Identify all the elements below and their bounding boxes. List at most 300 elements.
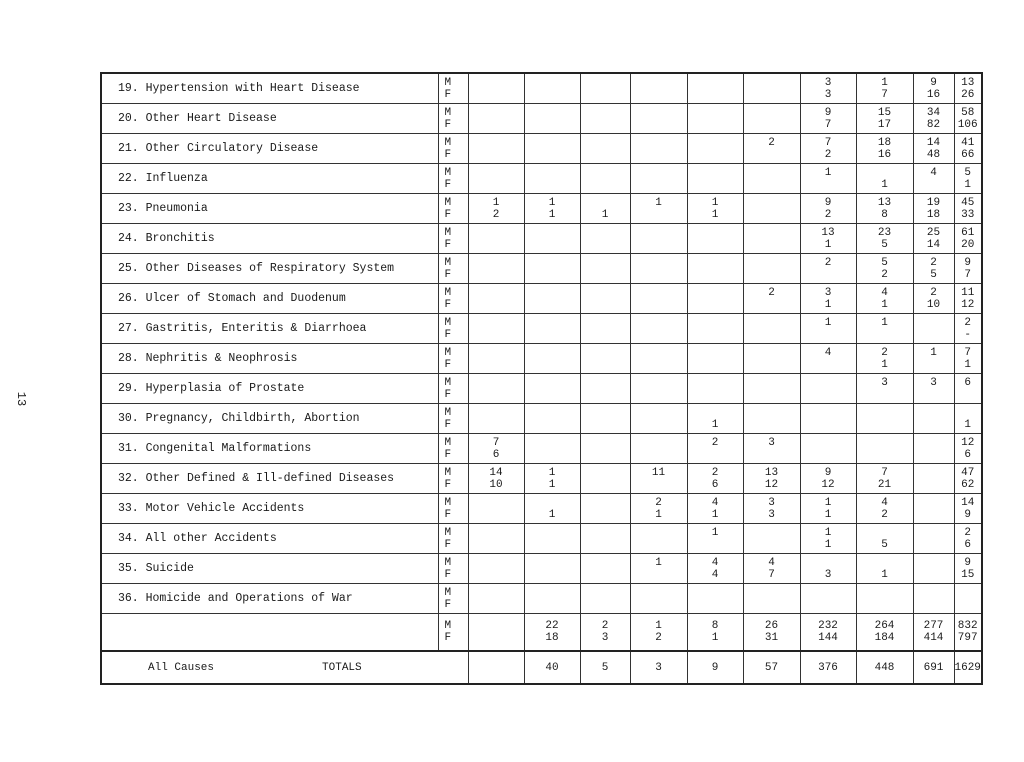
female-value: 1	[881, 358, 888, 371]
male-value: 1	[711, 196, 719, 209]
cause-label: 32. Other Defined & Ill-defined Diseases	[101, 464, 438, 494]
value-cell	[630, 434, 687, 464]
male-value	[914, 407, 954, 419]
value-cell	[630, 404, 687, 434]
male-value: 2	[711, 466, 719, 479]
sex-label-f: F	[444, 418, 452, 431]
female-value: 5	[881, 538, 888, 551]
male-value	[955, 407, 981, 419]
value-cell	[856, 194, 913, 224]
male-value: 9	[964, 556, 971, 569]
male-value: 4	[711, 556, 719, 569]
value-cell	[800, 344, 856, 374]
value-cell	[630, 374, 687, 404]
female-value	[631, 599, 687, 611]
female-value: 7	[964, 268, 971, 281]
value-cell	[913, 73, 954, 104]
value-cell	[913, 524, 954, 554]
value-cell	[743, 554, 800, 584]
value-cell	[580, 73, 630, 104]
cause-label: 36. Homicide and Operations of War	[101, 584, 438, 614]
male-value	[631, 287, 687, 299]
female-value	[688, 539, 743, 551]
value-cell	[524, 374, 580, 404]
value-cell	[743, 404, 800, 434]
female-value	[801, 419, 856, 431]
male-value: 23	[877, 226, 892, 239]
value-cell	[800, 254, 856, 284]
male-value	[525, 347, 580, 359]
male-value	[581, 587, 630, 599]
female-value	[581, 359, 630, 371]
female-value	[469, 179, 524, 191]
female-value: 7	[824, 118, 832, 131]
male-value	[744, 107, 800, 119]
male-value	[469, 227, 524, 239]
female-value: 1	[964, 178, 971, 191]
value-cell	[913, 284, 954, 314]
female-value	[914, 389, 954, 401]
male-value: 2	[964, 316, 971, 329]
sex-cell	[438, 344, 468, 374]
value-cell	[913, 314, 954, 344]
female-value	[688, 179, 743, 191]
value-cell	[580, 494, 630, 524]
cause-label: 35. Suicide	[101, 554, 438, 584]
female-value: 1	[881, 298, 888, 311]
female-value: 1	[881, 568, 888, 581]
value-cell	[913, 374, 954, 404]
female-value	[525, 599, 580, 611]
value-cell	[954, 164, 982, 194]
sex-label-f: F	[444, 328, 452, 341]
male-value	[631, 167, 687, 179]
page-number: 13	[14, 391, 29, 407]
value-cell	[743, 434, 800, 464]
female-value	[744, 119, 800, 131]
male-value	[744, 167, 800, 179]
male-value	[525, 527, 580, 539]
male-value	[525, 137, 580, 149]
male-value	[469, 77, 524, 89]
value-cell	[954, 73, 982, 104]
female-value	[955, 599, 981, 611]
value-cell	[800, 284, 856, 314]
female-value	[914, 569, 954, 581]
male-value	[631, 107, 687, 119]
male-value: 3	[881, 376, 888, 389]
female-value: 1	[824, 508, 832, 521]
sex-label-f: F	[444, 208, 452, 221]
value-cell	[800, 104, 856, 134]
male-value	[631, 227, 687, 239]
value-cell	[954, 584, 982, 614]
female-value: 5	[930, 268, 937, 281]
sex-label-m: M	[444, 466, 452, 479]
male-value	[744, 587, 800, 599]
female-value	[469, 89, 524, 101]
value-cell	[468, 434, 524, 464]
sex-label-m: M	[444, 166, 452, 179]
female-value: 7	[881, 88, 888, 101]
female-value: 4	[711, 568, 719, 581]
value-cell	[524, 134, 580, 164]
female-value	[914, 179, 954, 191]
sex-label-f: F	[444, 298, 452, 311]
male-value	[688, 257, 743, 269]
value-cell	[856, 524, 913, 554]
female-value: 2	[824, 148, 832, 161]
male-value: 47	[961, 466, 975, 479]
value-cell	[954, 224, 982, 254]
male-value	[525, 317, 580, 329]
female-value: 5	[881, 238, 888, 251]
male-value: 4	[881, 496, 888, 509]
male-value: 41	[961, 136, 975, 149]
male-value	[744, 227, 800, 239]
male-value: 9	[964, 256, 971, 269]
sex-label-m: M	[444, 586, 452, 599]
grand-total-value: 1629	[954, 651, 982, 684]
value-cell	[524, 524, 580, 554]
female-total: 184	[874, 632, 895, 644]
value-cell	[687, 254, 743, 284]
female-value	[525, 119, 580, 131]
female-value: 1	[548, 208, 556, 221]
sex-cell	[438, 134, 468, 164]
sex-label-f: F	[444, 448, 452, 461]
male-value	[469, 317, 524, 329]
female-value: 14	[926, 238, 941, 251]
sex-label-f: F	[444, 118, 452, 131]
value-cell	[580, 314, 630, 344]
value-cell	[687, 134, 743, 164]
female-value: 1	[964, 418, 971, 431]
value-cell	[800, 434, 856, 464]
value-cell	[524, 254, 580, 284]
value-cell	[856, 374, 913, 404]
value-cell	[630, 584, 687, 614]
female-value	[744, 299, 800, 311]
value-cell	[687, 404, 743, 434]
female-value	[744, 419, 800, 431]
male-value	[688, 347, 743, 359]
all-causes-label: All Causes	[148, 661, 215, 674]
male-value	[857, 587, 913, 599]
male-value: 1	[824, 316, 832, 329]
female-value	[744, 269, 800, 281]
value-cell	[630, 224, 687, 254]
male-value: 2	[930, 256, 937, 269]
female-value	[631, 389, 687, 401]
female-value: 16	[877, 148, 892, 161]
male-value	[744, 77, 800, 89]
value-cell	[913, 344, 954, 374]
male-value	[525, 497, 580, 509]
female-value	[469, 569, 524, 581]
sex-label-f: F	[444, 238, 452, 251]
male-value	[469, 287, 524, 299]
female-value: 6	[492, 448, 500, 461]
male-value	[801, 437, 856, 449]
male-value: 9	[824, 106, 832, 119]
total-value-cell	[687, 614, 743, 652]
female-value: 3	[824, 568, 832, 581]
sex-label-f: F	[444, 568, 452, 581]
male-value: 4	[930, 166, 937, 179]
value-cell	[743, 344, 800, 374]
value-cell	[743, 584, 800, 614]
male-value	[581, 497, 630, 509]
value-cell	[913, 464, 954, 494]
female-value	[581, 89, 630, 101]
cause-label: 25. Other Diseases of Respiratory System	[101, 254, 438, 284]
male-value	[581, 167, 630, 179]
value-cell	[524, 314, 580, 344]
male-value	[469, 407, 524, 419]
value-cell	[913, 554, 954, 584]
female-value	[688, 359, 743, 371]
female-value	[581, 149, 630, 161]
male-value	[469, 137, 524, 149]
female-value	[581, 179, 630, 191]
female-value: 12	[961, 298, 975, 311]
female-value: 1	[964, 358, 971, 371]
value-cell	[954, 524, 982, 554]
male-value	[914, 527, 954, 539]
male-value: 14	[961, 496, 975, 509]
value-cell	[524, 344, 580, 374]
value-cell	[800, 584, 856, 614]
male-value: 1	[711, 526, 719, 539]
female-value	[801, 599, 856, 611]
female-value	[525, 299, 580, 311]
female-value	[581, 239, 630, 251]
female-value	[631, 149, 687, 161]
value-cell	[954, 554, 982, 584]
value-cell	[524, 224, 580, 254]
female-value	[688, 269, 743, 281]
value-cell	[913, 494, 954, 524]
value-cell	[856, 224, 913, 254]
value-cell	[580, 224, 630, 254]
value-cell	[856, 554, 913, 584]
value-cell	[468, 494, 524, 524]
sex-label-f: F	[444, 632, 452, 644]
male-value	[525, 587, 580, 599]
value-cell	[856, 284, 913, 314]
female-value	[688, 599, 743, 611]
male-total: 22	[545, 620, 559, 632]
female-value	[744, 149, 800, 161]
table-row	[101, 554, 982, 584]
male-value: 7	[881, 466, 888, 479]
value-cell	[687, 554, 743, 584]
value-cell	[954, 464, 982, 494]
female-value	[857, 419, 913, 431]
value-cell	[913, 434, 954, 464]
male-value	[525, 167, 580, 179]
male-value: 7	[492, 436, 500, 449]
sex-label-m: M	[444, 136, 452, 149]
table-row	[101, 314, 982, 344]
female-value: 12	[764, 478, 779, 491]
value-cell	[630, 104, 687, 134]
male-value	[801, 557, 856, 569]
value-cell	[687, 73, 743, 104]
female-value: 16	[926, 88, 941, 101]
value-cell	[630, 194, 687, 224]
value-cell	[743, 134, 800, 164]
female-value	[631, 209, 687, 221]
total-value-cell	[856, 614, 913, 652]
value-cell	[954, 434, 982, 464]
male-total: 264	[874, 620, 895, 632]
male-value: 1	[492, 196, 500, 209]
male-value	[469, 377, 524, 389]
male-value	[744, 527, 800, 539]
male-value: 2	[768, 136, 775, 149]
male-value	[469, 347, 524, 359]
male-total: 8	[711, 620, 719, 632]
sex-totals-row	[101, 614, 982, 652]
value-cell	[954, 104, 982, 134]
female-value	[631, 419, 687, 431]
sex-cell	[438, 494, 468, 524]
male-value: 11	[651, 466, 666, 479]
value-cell	[468, 464, 524, 494]
table-row	[101, 224, 982, 254]
male-value: 1	[655, 556, 662, 569]
sex-label-m: M	[444, 286, 452, 299]
male-value	[688, 287, 743, 299]
value-cell	[580, 464, 630, 494]
value-cell	[743, 194, 800, 224]
table-row	[101, 464, 982, 494]
grand-total-value: 5	[580, 651, 630, 684]
female-total: 2	[655, 632, 662, 644]
female-value: 62	[961, 478, 975, 491]
male-value	[744, 347, 800, 359]
male-total: 832	[957, 620, 978, 632]
male-value: 12	[961, 436, 975, 449]
value-cell	[800, 134, 856, 164]
male-value	[525, 377, 580, 389]
value-cell	[630, 73, 687, 104]
female-value: 2	[881, 268, 888, 281]
value-cell	[856, 434, 913, 464]
female-value	[631, 449, 687, 461]
value-cell	[468, 344, 524, 374]
table-row	[101, 524, 982, 554]
grand-total-value: 448	[856, 651, 913, 684]
female-value: 6	[964, 538, 971, 551]
male-value	[631, 407, 687, 419]
male-value	[469, 527, 524, 539]
sex-cell	[438, 464, 468, 494]
female-value	[744, 89, 800, 101]
cause-label: 28. Nephritis & Neophrosis	[101, 344, 438, 374]
female-value	[631, 179, 687, 191]
female-value	[525, 539, 580, 551]
female-value	[688, 299, 743, 311]
value-cell	[580, 344, 630, 374]
value-cell	[913, 134, 954, 164]
female-value: 1	[824, 238, 832, 251]
value-cell	[856, 404, 913, 434]
value-cell	[856, 344, 913, 374]
male-value	[914, 497, 954, 509]
female-value	[469, 389, 524, 401]
male-value	[801, 587, 856, 599]
blank-cell	[468, 614, 524, 652]
total-value-cell	[954, 614, 982, 652]
table-row	[101, 254, 982, 284]
male-total: 2	[601, 620, 609, 632]
value-cell	[524, 284, 580, 314]
sex-cell	[438, 194, 468, 224]
value-cell	[954, 494, 982, 524]
value-cell	[856, 494, 913, 524]
male-value	[631, 137, 687, 149]
value-cell	[468, 524, 524, 554]
female-value	[581, 479, 630, 491]
value-cell	[468, 584, 524, 614]
female-value: 1	[548, 478, 556, 491]
table-body	[101, 73, 982, 684]
value-cell	[468, 164, 524, 194]
male-value	[581, 137, 630, 149]
male-value	[857, 167, 913, 179]
female-value: 1	[711, 418, 719, 431]
female-value: 7	[768, 568, 775, 581]
sex-label-m: M	[444, 106, 452, 119]
female-value	[525, 329, 580, 341]
male-value	[581, 527, 630, 539]
female-value: 1	[548, 508, 556, 521]
value-cell	[468, 314, 524, 344]
value-cell	[524, 73, 580, 104]
sex-label-m: M	[444, 526, 452, 539]
cause-label: 22. Influenza	[101, 164, 438, 194]
value-cell	[743, 464, 800, 494]
value-cell	[580, 404, 630, 434]
sex-cell	[438, 404, 468, 434]
value-cell	[800, 554, 856, 584]
value-cell	[913, 254, 954, 284]
male-value	[631, 77, 687, 89]
female-value	[744, 599, 800, 611]
female-value	[801, 269, 856, 281]
female-value: 26	[961, 88, 975, 101]
male-value: 2	[824, 256, 832, 269]
male-value: 2	[655, 496, 662, 509]
male-value	[744, 257, 800, 269]
value-cell	[524, 584, 580, 614]
female-value	[744, 329, 800, 341]
value-cell	[468, 404, 524, 434]
value-cell	[630, 554, 687, 584]
value-cell	[800, 164, 856, 194]
female-value: 17	[877, 118, 892, 131]
female-value	[469, 419, 524, 431]
female-value	[744, 179, 800, 191]
male-value	[581, 197, 630, 209]
cause-label: 27. Gastritis, Enteritis & Diarrhoea	[101, 314, 438, 344]
value-cell	[687, 494, 743, 524]
female-value: 106	[957, 118, 978, 131]
total-value-cell	[913, 614, 954, 652]
